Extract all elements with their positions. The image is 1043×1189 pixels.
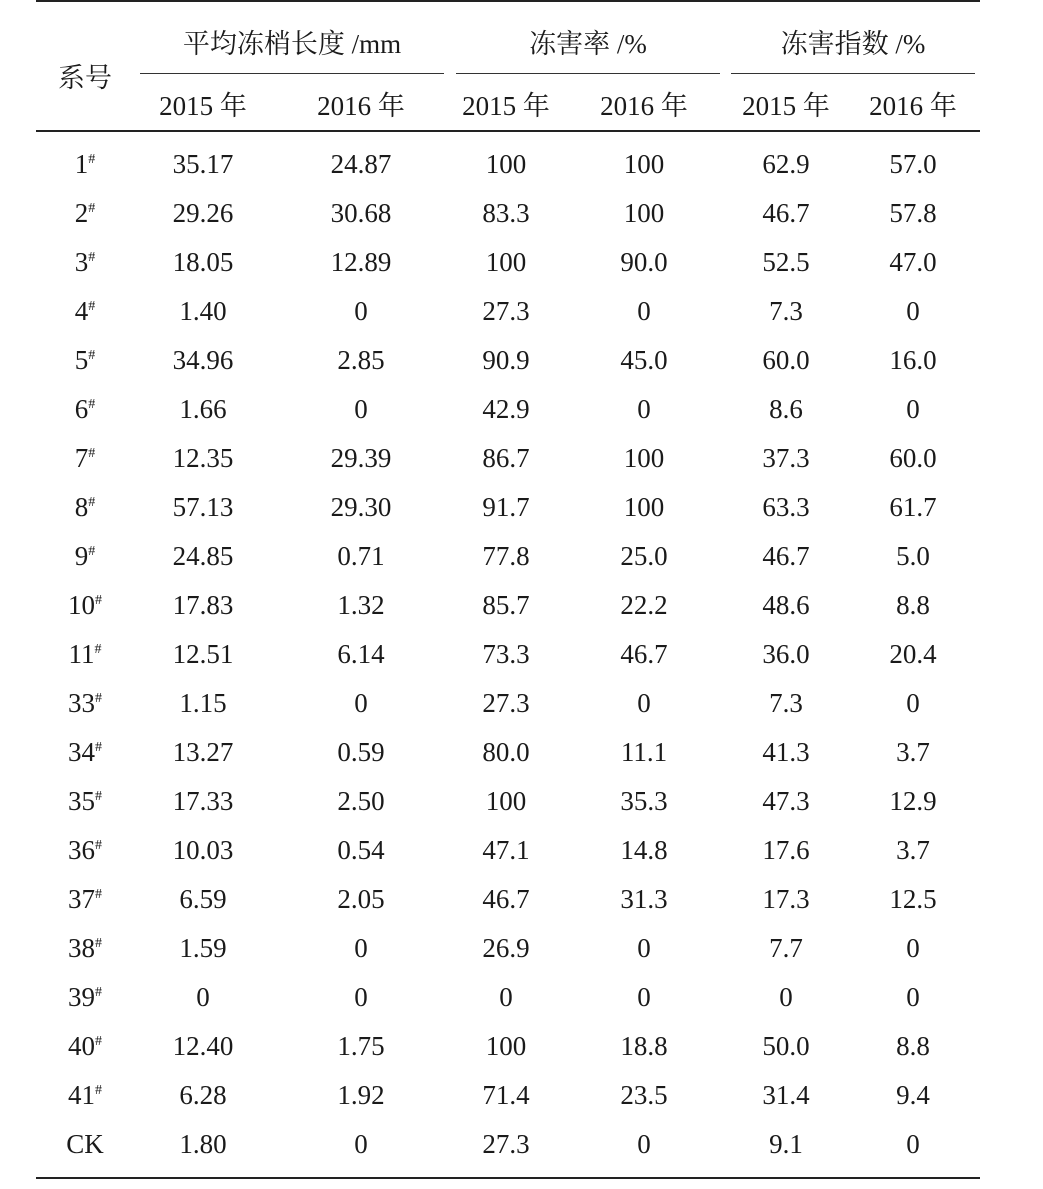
value-cell: 52.5	[762, 247, 810, 277]
value-cell: 46.7	[620, 639, 668, 669]
value-cell: 16.0	[889, 345, 937, 375]
value-cell: 12.40	[172, 1031, 234, 1061]
value-cell: 0	[906, 1129, 920, 1159]
line-number-mark: #	[95, 838, 102, 853]
table-row	[36, 483, 980, 532]
value-cell: 1.15	[179, 688, 227, 718]
value-cell: 90.9	[482, 345, 530, 375]
value-cell: 71.4	[482, 1080, 530, 1110]
value-cell: 26.9	[482, 933, 530, 963]
value-cell: 1.59	[179, 933, 227, 963]
value-cell: 8.6	[769, 394, 803, 424]
value-cell: 0	[906, 933, 920, 963]
line-number-mark: #	[95, 1083, 102, 1098]
line-number-mark: #	[95, 691, 102, 706]
value-cell: 57.8	[889, 198, 937, 228]
value-cell: 100	[485, 149, 527, 179]
value-cell: 6.14	[337, 639, 385, 669]
header-year: 2016 年	[869, 90, 957, 121]
value-cell: 100	[485, 1031, 527, 1061]
value-cell: 23.5	[620, 1080, 668, 1110]
line-number-mark: #	[95, 1034, 102, 1049]
line-number-cell	[36, 434, 134, 483]
line-number: 9	[74, 541, 89, 571]
header-year: 2016 年	[600, 90, 688, 121]
value-cell: 57.0	[889, 149, 937, 179]
line-number-cell	[36, 728, 134, 777]
value-cell: 47.1	[482, 835, 530, 865]
table-row	[36, 1022, 980, 1071]
value-cell: 41.3	[762, 737, 810, 767]
header-year: 2015 年	[742, 90, 830, 121]
header-group-label: 平均冻梢长度 /mm	[140, 22, 443, 74]
header-group-label: 冻害率 /%	[456, 22, 721, 74]
line-number-cell	[36, 630, 134, 679]
value-cell: 61.7	[889, 492, 937, 522]
line-number-mark: #	[95, 936, 102, 951]
value-cell: 0	[354, 296, 368, 326]
value-cell: 0	[499, 982, 513, 1012]
value-cell: 100	[485, 786, 527, 816]
table-row	[36, 336, 980, 385]
table-row	[36, 728, 980, 777]
line-number: 33	[68, 688, 95, 718]
value-cell: 18.05	[172, 247, 234, 277]
value-cell: 12.51	[172, 639, 234, 669]
value-cell: 27.3	[482, 296, 530, 326]
line-number-cell	[36, 483, 134, 532]
line-number-mark: #	[88, 348, 96, 363]
line-number: 36	[68, 835, 95, 865]
value-cell: 30.68	[330, 198, 392, 228]
table-row	[36, 630, 980, 679]
value-cell: 45.0	[620, 345, 668, 375]
value-cell: 100	[485, 247, 527, 277]
value-cell: 0.71	[337, 541, 385, 571]
value-cell: 7.3	[769, 688, 803, 718]
value-cell: 100	[623, 443, 665, 473]
value-cell: 17.3	[762, 884, 810, 914]
value-cell: 0	[354, 394, 368, 424]
line-number-cell	[36, 532, 134, 581]
line-number-cell	[36, 1071, 134, 1120]
value-cell: 0	[354, 1129, 368, 1159]
value-cell: 73.3	[482, 639, 530, 669]
line-number-mark: #	[88, 152, 96, 167]
value-cell: 2.50	[337, 786, 385, 816]
line-number-cell	[36, 189, 134, 238]
table-row	[36, 434, 980, 483]
header-line-number: 系号	[58, 62, 112, 93]
value-cell: 34.96	[172, 345, 234, 375]
value-cell: 83.3	[482, 198, 530, 228]
line-number: CK	[66, 1129, 104, 1159]
value-cell: 17.83	[172, 590, 234, 620]
value-cell: 31.4	[762, 1080, 810, 1110]
value-cell: 17.6	[762, 835, 810, 865]
value-cell: 0	[354, 933, 368, 963]
value-cell: 62.9	[762, 149, 810, 179]
header-year: 2016 年	[317, 90, 405, 121]
value-cell: 48.6	[762, 590, 810, 620]
value-cell: 1.75	[337, 1031, 385, 1061]
value-cell: 5.0	[896, 541, 930, 571]
value-cell: 0.54	[337, 835, 385, 865]
value-cell: 35.3	[620, 786, 668, 816]
line-number-mark: #	[88, 544, 96, 559]
value-cell: 8.8	[896, 1031, 930, 1061]
line-number: 39	[68, 982, 95, 1012]
value-cell: 1.92	[337, 1080, 385, 1110]
value-cell: 47.3	[762, 786, 810, 816]
value-cell: 6.59	[179, 884, 227, 914]
table-body	[36, 131, 980, 1178]
value-cell: 12.35	[172, 443, 234, 473]
line-number: 35	[68, 786, 95, 816]
value-cell: 36.0	[762, 639, 810, 669]
header-row-years	[36, 76, 980, 131]
value-cell: 10.03	[172, 835, 234, 865]
value-cell: 46.7	[762, 198, 810, 228]
value-cell: 37.3	[762, 443, 810, 473]
value-cell: 7.7	[769, 933, 803, 963]
value-cell: 2.05	[337, 884, 385, 914]
line-number-mark: #	[88, 495, 96, 510]
value-cell: 31.3	[620, 884, 668, 914]
line-number-cell	[36, 131, 134, 189]
line-number: 34	[68, 737, 95, 767]
line-number-cell	[36, 1022, 134, 1071]
line-number-cell	[36, 238, 134, 287]
table-row	[36, 924, 980, 973]
line-number-mark: #	[88, 397, 96, 412]
value-cell: 14.8	[620, 835, 668, 865]
value-cell: 0	[779, 982, 793, 1012]
value-cell: 60.0	[889, 443, 937, 473]
table-row	[36, 581, 980, 630]
value-cell: 60.0	[762, 345, 810, 375]
value-cell: 9.1	[769, 1129, 803, 1159]
line-number: 1	[74, 149, 89, 179]
value-cell: 57.13	[172, 492, 234, 522]
table-row	[36, 238, 980, 287]
table-row	[36, 679, 980, 728]
value-cell: 13.27	[172, 737, 234, 767]
value-cell: 80.0	[482, 737, 530, 767]
value-cell: 22.2	[620, 590, 668, 620]
value-cell: 11.1	[620, 737, 668, 767]
line-number-cell	[36, 336, 134, 385]
line-number-cell	[36, 777, 134, 826]
line-number: 10	[68, 590, 95, 620]
frost-damage-table	[36, 0, 980, 1179]
value-cell: 8.8	[896, 590, 930, 620]
value-cell: 0	[906, 296, 920, 326]
table-row	[36, 1071, 980, 1120]
table-header	[36, 1, 980, 131]
value-cell: 0.59	[337, 737, 385, 767]
value-cell: 42.9	[482, 394, 530, 424]
value-cell: 3.7	[896, 737, 930, 767]
table-row	[36, 287, 980, 336]
table-row	[36, 973, 980, 1022]
value-cell: 0	[906, 982, 920, 1012]
line-number-mark: #	[95, 740, 102, 755]
value-cell: 24.85	[172, 541, 234, 571]
header-group-damage-index	[726, 1, 980, 76]
header-group-label: 冻害指数 /%	[731, 22, 975, 74]
line-number: 37	[68, 884, 95, 914]
line-number: 6	[74, 394, 89, 424]
line-number-cell	[36, 1120, 134, 1178]
value-cell: 29.39	[330, 443, 392, 473]
value-cell: 0	[637, 982, 651, 1012]
value-cell: 0	[354, 688, 368, 718]
value-cell: 29.26	[172, 198, 234, 228]
value-cell: 0	[906, 688, 920, 718]
line-number-cell	[36, 924, 134, 973]
value-cell: 0	[637, 933, 651, 963]
value-cell: 12.89	[330, 247, 392, 277]
value-cell: 27.3	[482, 688, 530, 718]
value-cell: 100	[623, 149, 665, 179]
value-cell: 90.0	[620, 247, 668, 277]
line-number-cell	[36, 826, 134, 875]
frost-damage-table-container	[36, 0, 980, 1179]
header-year: 2015 年	[159, 90, 247, 121]
value-cell: 0	[637, 394, 651, 424]
table-row	[36, 131, 980, 189]
value-cell: 12.5	[889, 884, 937, 914]
header-row-groups	[36, 1, 980, 76]
line-number-cell	[36, 875, 134, 924]
line-number-cell	[36, 973, 134, 1022]
value-cell: 100	[623, 492, 665, 522]
table-row	[36, 1120, 980, 1178]
value-cell: 1.40	[179, 296, 227, 326]
line-number: 7	[74, 443, 89, 473]
value-cell: 9.4	[896, 1080, 930, 1110]
table-row	[36, 189, 980, 238]
value-cell: 3.7	[896, 835, 930, 865]
line-number-mark: #	[95, 887, 102, 902]
line-number-mark: #	[94, 642, 102, 657]
value-cell: 63.3	[762, 492, 810, 522]
value-cell: 91.7	[482, 492, 530, 522]
line-number: 3	[74, 247, 89, 277]
value-cell: 27.3	[482, 1129, 530, 1159]
value-cell: 35.17	[172, 149, 234, 179]
line-number-mark: #	[95, 985, 102, 1000]
table-row	[36, 532, 980, 581]
value-cell: 1.32	[337, 590, 385, 620]
line-number-mark: #	[95, 789, 102, 804]
value-cell: 0	[637, 296, 651, 326]
line-number: 41	[68, 1080, 95, 1110]
line-number-mark: #	[88, 299, 96, 314]
value-cell: 29.30	[330, 492, 392, 522]
value-cell: 100	[623, 198, 665, 228]
value-cell: 20.4	[889, 639, 937, 669]
value-cell: 46.7	[482, 884, 530, 914]
header-group-damage-rate	[450, 1, 726, 76]
value-cell: 77.8	[482, 541, 530, 571]
line-number-cell	[36, 581, 134, 630]
line-number: 38	[68, 933, 95, 963]
line-number-cell	[36, 679, 134, 728]
line-number-mark: #	[88, 250, 96, 265]
table-row	[36, 875, 980, 924]
value-cell: 0	[354, 982, 368, 1012]
header-group-shoot-length	[134, 1, 450, 76]
value-cell: 0	[906, 394, 920, 424]
value-cell: 17.33	[172, 786, 234, 816]
value-cell: 0	[196, 982, 210, 1012]
line-number: 8	[74, 492, 89, 522]
line-number: 40	[68, 1031, 95, 1061]
value-cell: 24.87	[330, 149, 392, 179]
value-cell: 6.28	[179, 1080, 227, 1110]
line-number-mark: #	[88, 446, 96, 461]
line-number-cell	[36, 287, 134, 336]
value-cell: 18.8	[620, 1031, 668, 1061]
value-cell: 1.80	[179, 1129, 227, 1159]
value-cell: 1.66	[179, 394, 227, 424]
table-row	[36, 826, 980, 875]
line-number: 11	[68, 639, 95, 669]
value-cell: 0	[637, 1129, 651, 1159]
line-number-mark: #	[88, 201, 96, 216]
value-cell: 47.0	[889, 247, 937, 277]
value-cell: 25.0	[620, 541, 668, 571]
table-row	[36, 385, 980, 434]
line-number: 2	[74, 198, 89, 228]
value-cell: 46.7	[762, 541, 810, 571]
value-cell: 50.0	[762, 1031, 810, 1061]
table-row	[36, 777, 980, 826]
value-cell: 2.85	[337, 345, 385, 375]
value-cell: 0	[637, 688, 651, 718]
value-cell: 86.7	[482, 443, 530, 473]
value-cell: 85.7	[482, 590, 530, 620]
line-number: 5	[74, 345, 89, 375]
value-cell: 7.3	[769, 296, 803, 326]
header-year: 2015 年	[462, 90, 550, 121]
line-number: 4	[74, 296, 89, 326]
line-number-mark: #	[95, 593, 102, 608]
value-cell: 12.9	[889, 786, 937, 816]
line-number-cell	[36, 385, 134, 434]
